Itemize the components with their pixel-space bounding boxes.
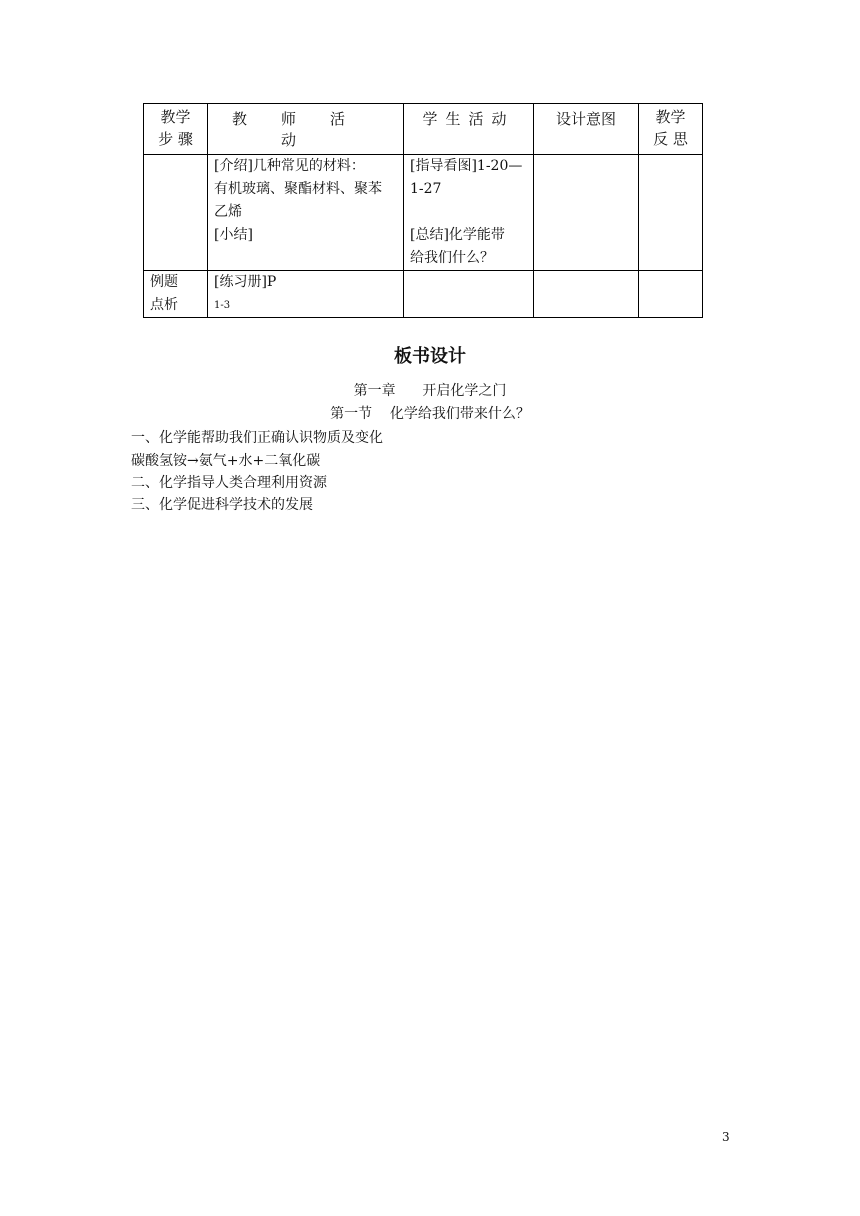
student-line: 1-27 [410, 181, 442, 197]
board-line: 一、化学能帮助我们正确认识物质及变化 [131, 430, 383, 446]
design-intent-cell [534, 155, 639, 271]
board-line: 碳酸氢铵→氨气+水+二氧化碳 [131, 453, 321, 469]
teacher-line: 乙烯 [214, 204, 242, 220]
teacher-activity-cell [208, 155, 404, 271]
design-intent-cell [534, 271, 639, 318]
step-cell [144, 155, 208, 271]
teacher-activity-cell [208, 271, 404, 318]
teacher-line [214, 271, 397, 317]
header-design-intent: 设计意图 [534, 104, 639, 155]
board-design-title: 板书设计 [394, 346, 466, 367]
header-step-line1: 教学 [160, 108, 191, 126]
table-row [144, 271, 703, 318]
header-teaching-reflection [639, 104, 703, 155]
header-teacher-activity: 教师活动 [208, 104, 404, 155]
student-activity-cell [404, 271, 534, 318]
reflection-cell [639, 155, 703, 271]
teacher-line: 有机玻璃、聚酯材料、聚苯 [214, 181, 382, 197]
step-cell [144, 271, 208, 318]
step-line: 例题 [150, 274, 178, 290]
student-line-blank [410, 201, 527, 224]
workbook-pages: 1-3 [214, 300, 231, 311]
board-line: 三、化学促进科学技术的发展 [131, 497, 313, 513]
page-number: 3 [722, 1130, 730, 1144]
section-heading: 第一节 化学给我们带来什么？ [330, 406, 530, 422]
student-line: 给我们什么？ [410, 250, 494, 266]
teacher-line: [小结] [214, 227, 253, 243]
teacher-line: [介绍]几种常见的材料： [214, 158, 365, 174]
chapter-heading: 第一章 开启化学之门 [353, 383, 507, 399]
header-teaching-step [144, 104, 208, 155]
header-reflect-line2: 反 思 [653, 130, 688, 148]
workbook-ref: [练习册]P [214, 274, 277, 290]
header-step-line2: 步 骤 [158, 130, 193, 148]
student-activity-cell [404, 155, 534, 271]
student-line: [总结]化学能带 [410, 227, 505, 243]
header-reflect-line1: 教学 [655, 108, 686, 126]
lesson-plan-table [143, 103, 703, 318]
table-header-row [144, 104, 703, 155]
step-line: 点析 [150, 297, 178, 313]
reflection-cell [639, 271, 703, 318]
student-line: [指导看图]1-20— [410, 158, 523, 174]
table-row [144, 155, 703, 271]
board-line: 二、化学指导人类合理利用资源 [131, 475, 327, 491]
header-student-activity: 学生活动 [404, 104, 534, 155]
